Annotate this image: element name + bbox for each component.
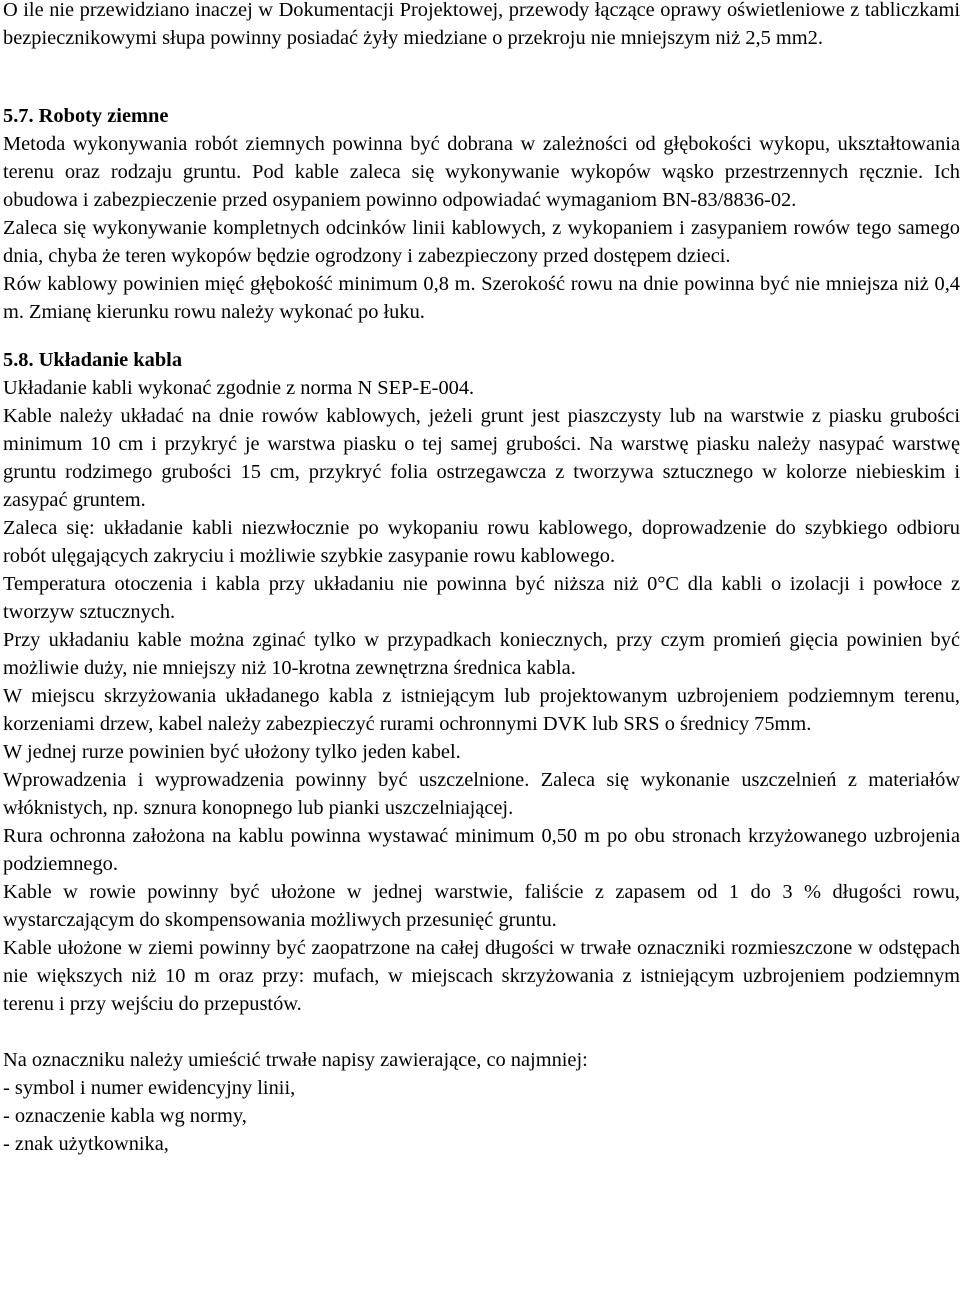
paragraph: Kable w rowie powinny być ułożone w jednej warstwie, faliście z zapasem od 1 do 3 % długości rowu, wystarczającym do skompensowania możliwych przesunięć gruntu.	[3, 881, 960, 931]
marking-intro: Na oznaczniku należy umieścić trwałe napisy zawierające, co najmniej:	[3, 1049, 588, 1071]
paragraph: Zaleca się: układanie kabli niezwłocznie po wykopaniu rowu kablowego, doprowadzenie do szybkiego odbioru robót ulęgających zakryciu i możliwie szybkie zasypanie rowu kablowego.	[3, 517, 960, 567]
paragraph: Kable należy układać na dnie rowów kablowych, jeżeli grunt jest piaszczysty lub na warstwie z piasku grubości minimum 10 cm i przykryć je warstwa piasku o tej samej grubości. Na warstwę piasku należy nasypać warstwę gruntu rodzimego grubości 15 cm, przykryć folia ostrzegawcza z tworzywa sztucznego w kolorze niebieskim i zasypać gruntem.	[3, 405, 960, 511]
list-item: - oznaczenie kabla wg normy,	[3, 1105, 247, 1127]
paragraph: W miejscu skrzyżowania układanego kabla z istniejącym lub projektowanym uzbrojeniem podziemnym terenu, korzeniami drzew, kabel należy zabezpieczyć rurami ochronnymi DVK lub SRS o średnicy 75mm.	[3, 685, 960, 735]
paragraph: Kable ułożone w ziemi powinny być zaopatrzone na całej długości w trwałe oznaczniki rozmieszczone w odstępach nie większych niż 10 m oraz przy: mufach, w miejscach skrzyżowania z istniejącym uzbrojeniem podziemnym terenu i przy wejściu do przepustów.	[3, 937, 960, 1015]
paragraph: Metoda wykonywania robót ziemnych powinna być dobrana w zależności od głębokości wykopu, ukształtowania terenu oraz rodzaju gruntu. Pod kable zaleca się wykonywanie wykopów wąsko przestrzennych ręcznie. Ich obudowa i zabezpieczenie przed osypaniem powinno odpowiadać wymaganiom BN-83/8836-02.	[3, 133, 960, 211]
paragraph: Wprowadzenia i wyprowadzenia powinny być uszczelnione. Zaleca się wykonanie uszczelnień z materiałów włóknistych, np. sznura konopnego lub pianki uszczelniającej.	[3, 769, 960, 819]
intro-paragraph: O ile nie przewidziano inaczej w Dokumentacji Projektowej, przewody łączące oprawy oświetleniowe z tabliczkami bezpiecznikowymi słupa powinny posiadać żyły miedziane o przekroju nie mniejszym niż 2,5 mm2.	[3, 0, 960, 49]
marking-list	[3, 1074, 960, 1158]
paragraph: Rura ochronna założona na kablu powinna wystawać minimum 0,50 m po obu stronach krzyżowanego uzbrojenia podziemnego.	[3, 825, 960, 875]
paragraph: W jednej rurze powinien być ułożony tylko jeden kabel.	[3, 741, 461, 763]
list-item: - symbol i numer ewidencyjny linii,	[3, 1077, 296, 1099]
paragraph: Temperatura otoczenia i kabla przy układaniu nie powinna być niższa niż 0°C dla kabli o izolacji i powłoce z tworzyw sztucznych.	[3, 573, 960, 623]
section-5-8	[3, 346, 960, 1158]
section-heading: 5.7. Roboty ziemne	[3, 105, 169, 127]
section-heading: 5.8. Układanie kabla	[3, 349, 183, 371]
list-item: - znak użytkownika,	[3, 1133, 169, 1155]
section-5-7	[3, 102, 960, 326]
paragraph: Zaleca się wykonywanie kompletnych odcinków linii kablowych, z wykopaniem i zasypaniem rowów tego samego dnia, chyba że teren wykopów będzie ogrodzony i zabezpieczony przed dostępem dzieci.	[3, 217, 960, 267]
paragraph: Układanie kabli wykonać zgodnie z norma N SEP-E-004.	[3, 377, 475, 399]
paragraph: Przy układaniu kable można zginać tylko w przypadkach koniecznych, przy czym promień gięcia powinien być możliwie duży, nie mniejszy niż 10-krotna zewnętrzna średnica kabla.	[3, 629, 960, 679]
paragraph: Rów kablowy powinien mięć głębokość minimum 0,8 m. Szerokość rowu na dnie powinna być nie mniejsza niż 0,4 m. Zmianę kierunku rowu należy wykonać po łuku.	[3, 273, 960, 323]
